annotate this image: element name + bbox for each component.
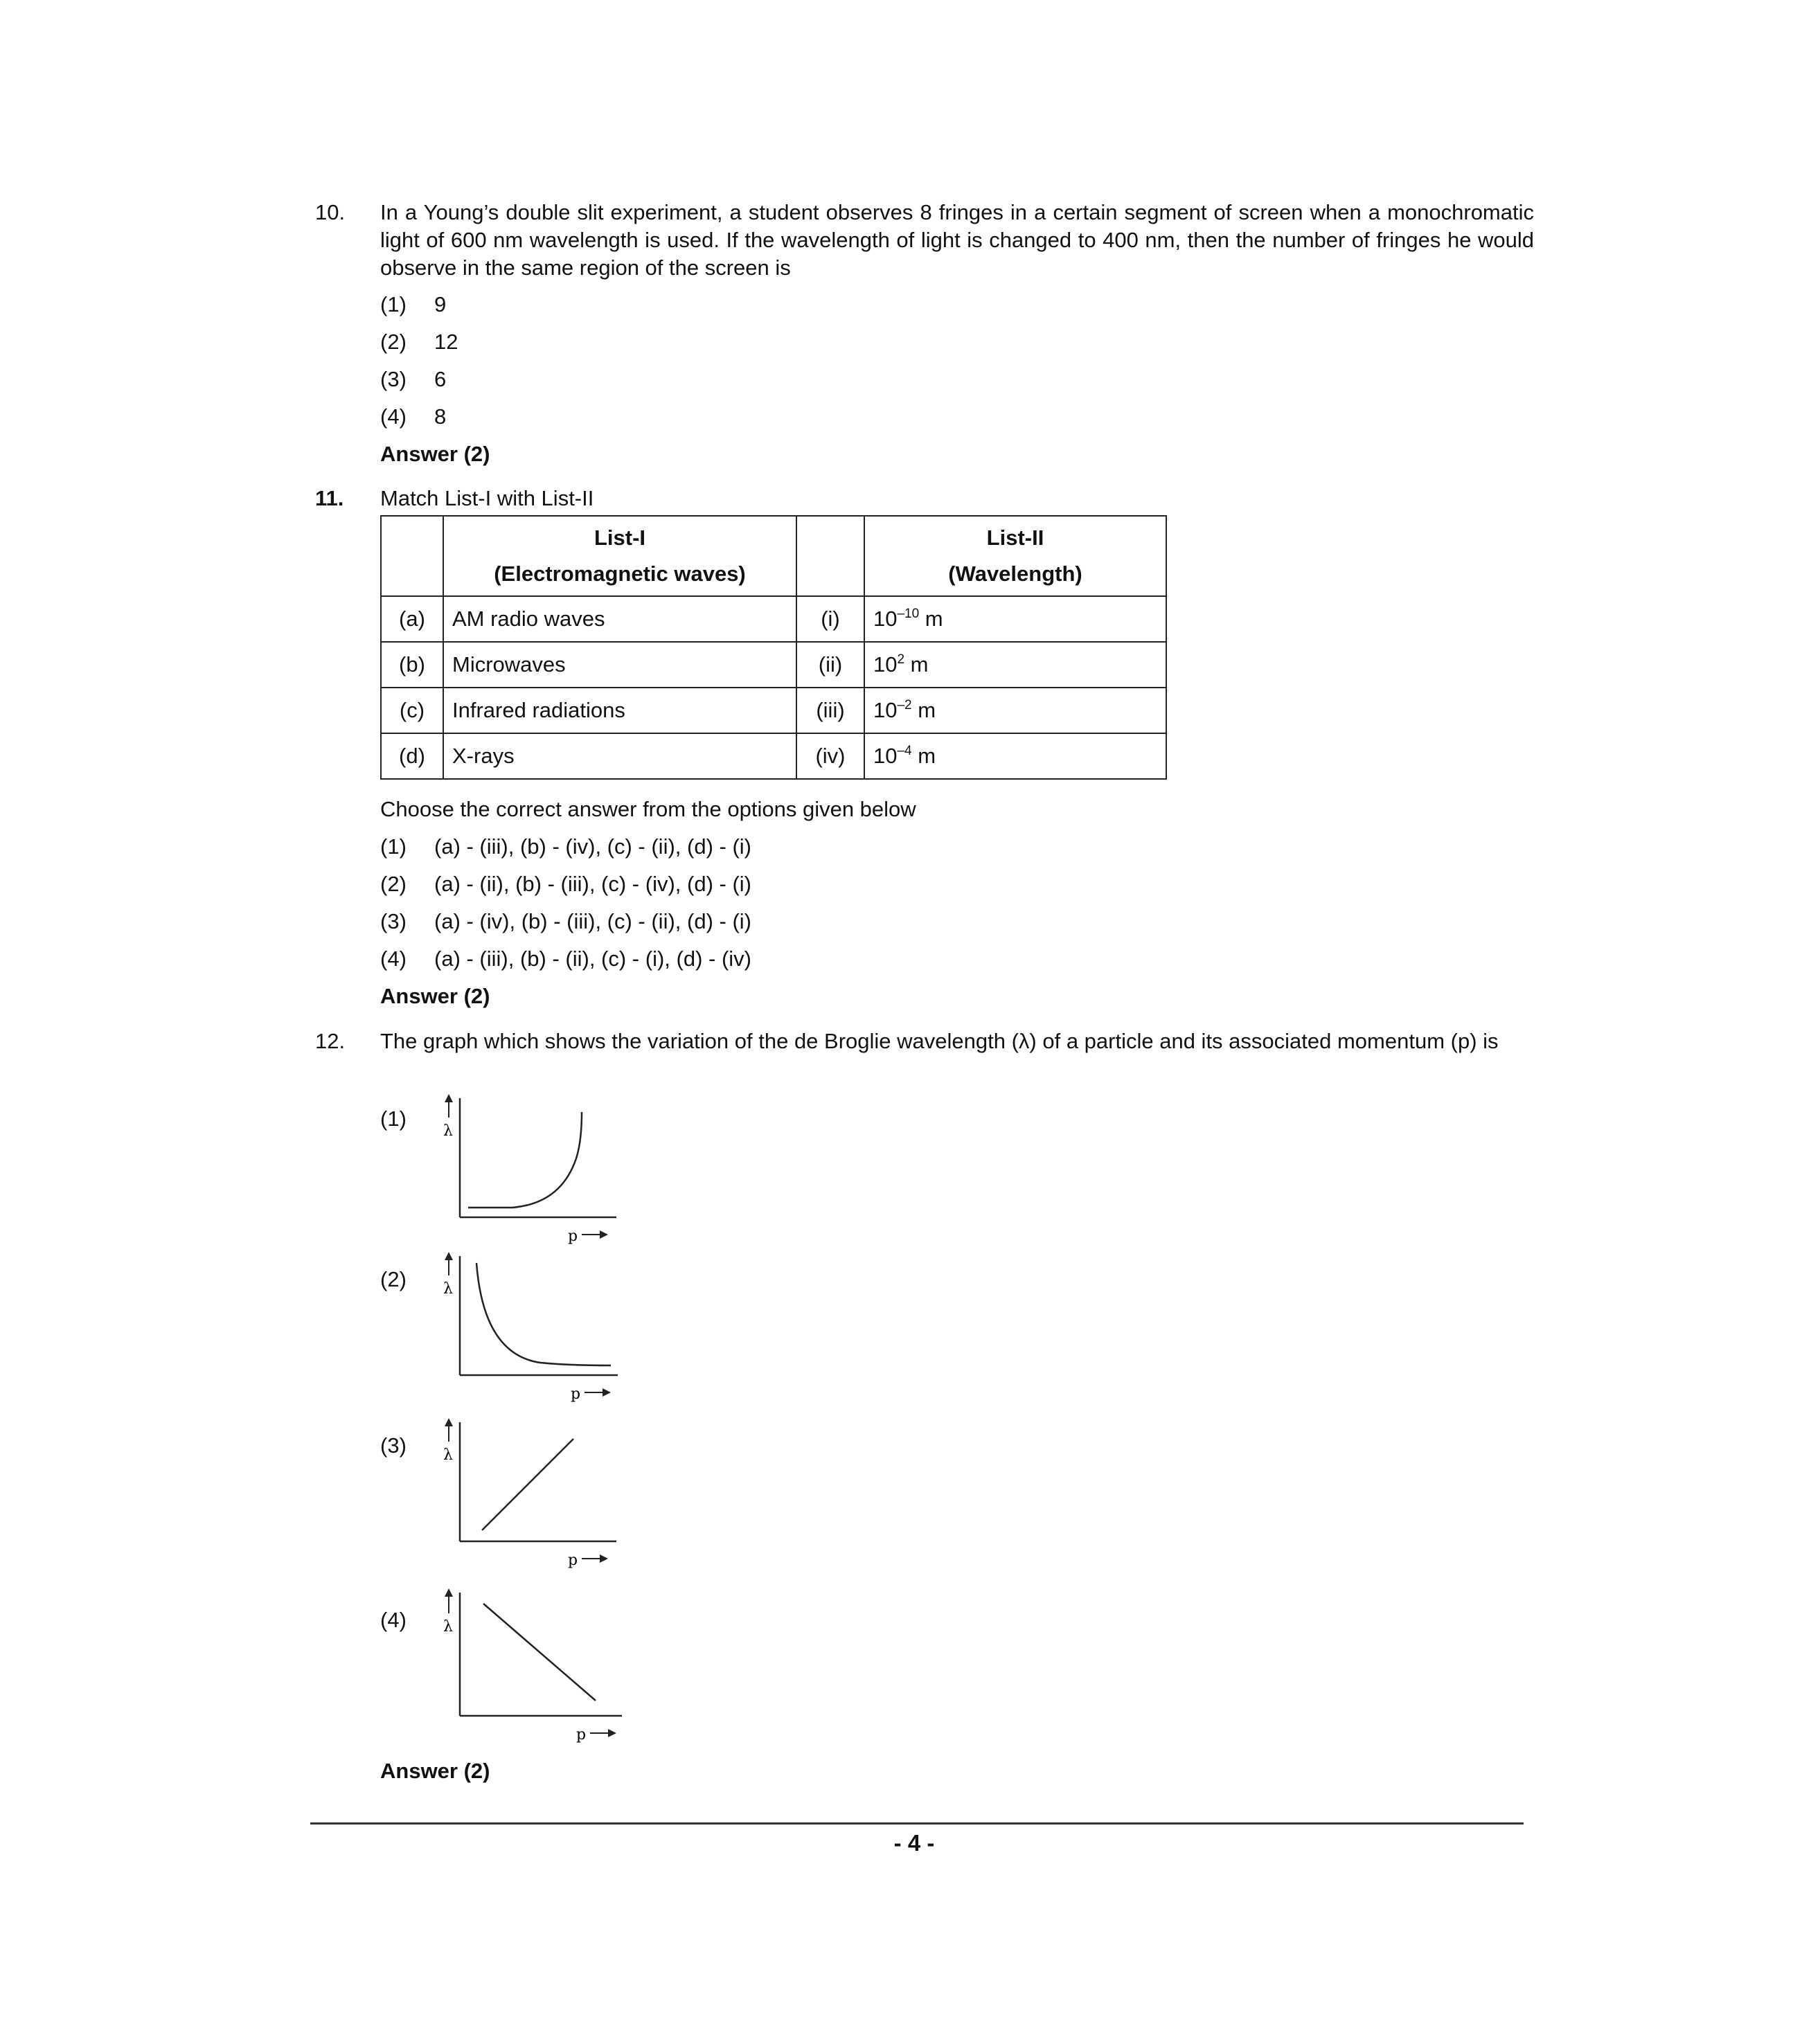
footer-rule: [310, 1822, 1524, 1825]
base: 10: [873, 607, 898, 631]
exponent: –10: [897, 607, 920, 621]
row-wavelength: [864, 642, 1166, 688]
x-axis-label: p: [568, 1552, 578, 1569]
answer: Answer (2): [380, 1759, 490, 1783]
y-axis-label: λ: [443, 1280, 453, 1298]
match-table: [380, 515, 1167, 780]
header-blank: [381, 516, 443, 596]
header-blank: [796, 516, 864, 596]
y-axis-arrow-icon: [445, 1588, 453, 1613]
option-2: [380, 328, 458, 356]
graph-option-3-label: (3): [380, 1433, 407, 1458]
question-number: 12.: [315, 1029, 346, 1053]
exponent: –2: [897, 698, 912, 712]
base: 10: [873, 744, 898, 768]
graph-option-2: [429, 1250, 630, 1403]
option-4: [380, 403, 446, 431]
curve: [468, 1112, 582, 1208]
question-stem: Match List-I with List-II: [380, 486, 594, 510]
option-number: (3): [380, 367, 407, 391]
row-label: (b): [381, 642, 443, 688]
option-number: (1): [380, 292, 407, 316]
option-text: 6: [434, 367, 447, 391]
table-row: [381, 596, 1166, 642]
page-number: - 4 -: [893, 1830, 935, 1856]
x-axis-arrow-icon: [582, 1230, 608, 1239]
row-label: (c): [381, 688, 443, 733]
row-roman: (ii): [796, 642, 864, 688]
x-axis-label: p: [576, 1726, 587, 1743]
header-list-1: [443, 516, 796, 596]
option-4: [380, 945, 751, 973]
header-title: List-II: [986, 526, 1044, 550]
row-wavelength: [864, 733, 1166, 779]
header-subtitle: (Electromagnetic waves): [494, 562, 746, 586]
graph-option-1-label: (1): [380, 1106, 407, 1131]
option-text: 12: [434, 330, 458, 354]
y-axis-arrow-icon: [445, 1252, 453, 1275]
y-axis-label: λ: [443, 1122, 453, 1140]
x-axis-label: p: [571, 1386, 581, 1403]
table-header-row: [381, 516, 1166, 596]
answer: Answer (2): [380, 984, 490, 1008]
graph-option-2-label: (2): [380, 1267, 407, 1291]
graph-option-4: [429, 1586, 637, 1745]
base: 10: [873, 652, 898, 676]
row-item: Infrared radiations: [443, 688, 796, 733]
option-1: [380, 291, 446, 319]
curve: [483, 1604, 596, 1701]
row-roman: (iv): [796, 733, 864, 779]
graph-option-1: [429, 1093, 630, 1245]
option-2: [380, 870, 751, 898]
curve: [476, 1263, 611, 1365]
row-wavelength: [864, 688, 1166, 733]
base: 10: [873, 698, 898, 722]
x-axis-label: p: [568, 1228, 578, 1245]
question-stem: The graph which shows the variation of the de Broglie wavelength (λ) of a particle and its associated momentum (p) is: [380, 1029, 1499, 1053]
option-text: (a) - (ii), (b) - (iii), (c) - (iv), (d) - (i): [434, 872, 751, 896]
row-wavelength: [864, 596, 1166, 642]
row-label: (d): [381, 733, 443, 779]
row-item: Microwaves: [443, 642, 796, 688]
unit: m: [904, 652, 929, 676]
question-number: 11.: [315, 486, 344, 510]
x-axis-arrow-icon: [590, 1729, 616, 1737]
row-roman: (i): [796, 596, 864, 642]
y-axis-label: λ: [443, 1618, 453, 1635]
row-item: X-rays: [443, 733, 796, 779]
option-text: 8: [434, 404, 447, 429]
exponent: –4: [897, 744, 912, 758]
option-text: (a) - (iii), (b) - (iv), (c) - (ii), (d) - (i): [434, 834, 751, 859]
header-subtitle: (Wavelength): [948, 562, 1082, 586]
answer: Answer (2): [380, 442, 490, 466]
header-title: List-I: [594, 526, 646, 550]
option-number: (1): [380, 834, 407, 859]
question-number: 10.: [315, 200, 346, 224]
y-axis-label: λ: [443, 1446, 453, 1464]
x-axis-arrow-icon: [585, 1388, 611, 1397]
option-3: [380, 908, 751, 935]
exponent: 2: [897, 652, 905, 667]
option-text: (a) - (iii), (b) - (ii), (c) - (i), (d) - (iv): [434, 947, 751, 971]
option-1: [380, 833, 751, 861]
option-number: (4): [380, 947, 407, 971]
option-number: (3): [380, 909, 407, 933]
y-axis-arrow-icon: [445, 1418, 453, 1442]
option-number: (2): [380, 872, 407, 896]
y-axis-arrow-icon: [445, 1094, 453, 1118]
graph-option-4-label: (4): [380, 1608, 407, 1632]
x-axis-arrow-icon: [582, 1554, 608, 1563]
header-list-2: [864, 516, 1166, 596]
table-row: [381, 688, 1166, 733]
option-number: (4): [380, 404, 407, 429]
unit: m: [919, 607, 943, 631]
row-roman: (iii): [796, 688, 864, 733]
row-item: AM radio waves: [443, 596, 796, 642]
option-3: [380, 366, 446, 393]
question-stem: In a Young’s double slit experiment, a student observes 8 fringes in a certain segment of screen when a monochromatic light of 600 nm wavelength is used. If the wavelength of light is changed to 400 nm, then the number of fringes he would observe in the same region of the screen is: [380, 200, 1534, 280]
option-text: (a) - (iv), (b) - (iii), (c) - (ii), (d) - (i): [434, 909, 751, 933]
unit: m: [911, 744, 936, 768]
table-row: [381, 642, 1166, 688]
row-label: (a): [381, 596, 443, 642]
unit: m: [911, 698, 936, 722]
option-number: (2): [380, 330, 407, 354]
choose-instruction: Choose the correct answer from the options given below: [380, 797, 916, 821]
graph-option-3: [429, 1417, 630, 1569]
curve: [482, 1439, 573, 1530]
option-text: 9: [434, 292, 447, 316]
table-row: [381, 733, 1166, 779]
